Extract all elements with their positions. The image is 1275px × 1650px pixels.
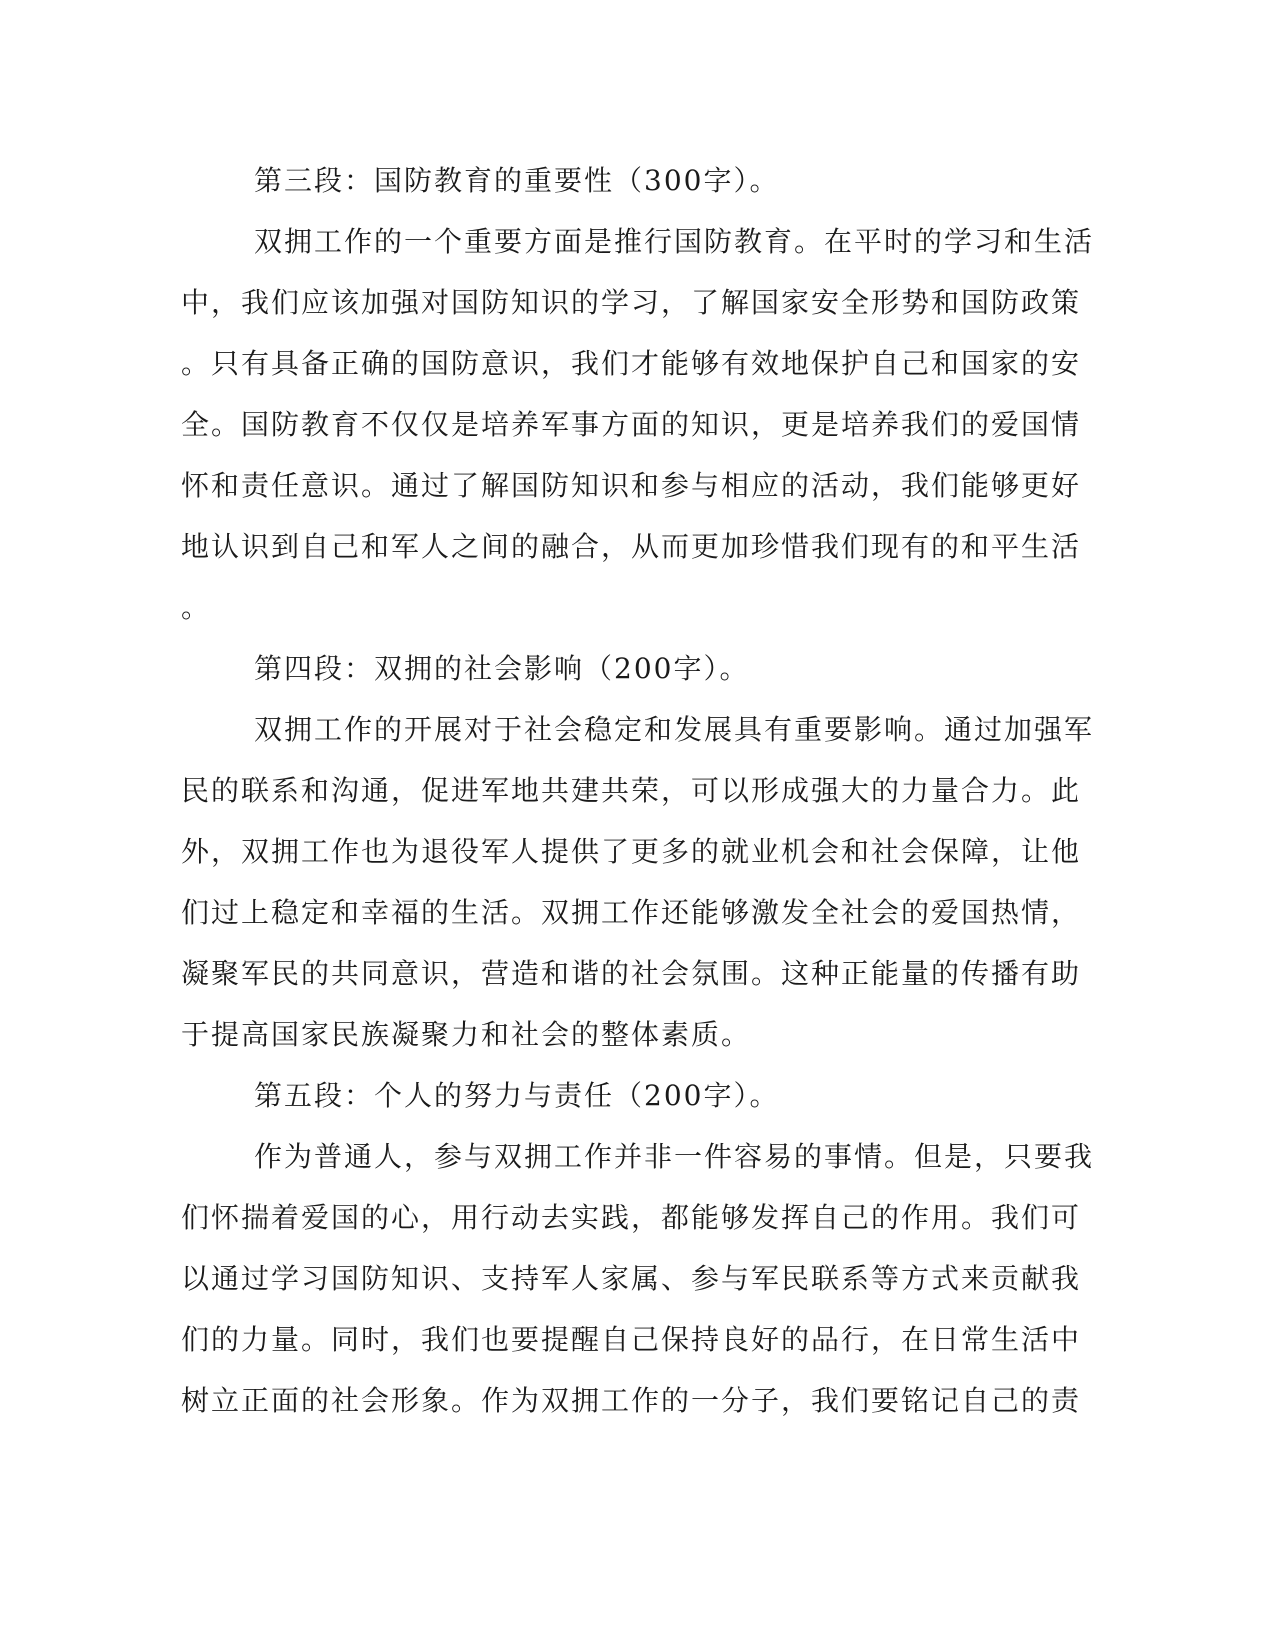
section-heading-5 [181, 1065, 1041, 1126]
text-line: 。只有具备正确的国防意识，我们才能够有效地保护自己和国家的安 [181, 347, 1082, 380]
document-body [181, 150, 1095, 1431]
section-heading-3 [181, 150, 1041, 211]
text-line: 双拥工作的开展对于社会稳定和发展具有重要影响。通过加强军 [254, 713, 1095, 746]
text-line: 于提高国家民族凝聚力和社会的整体素质。 [181, 1018, 752, 1051]
paragraph-5 [181, 1126, 1095, 1431]
text-line: 第三段：国防教育的重要性（300字）。 [254, 164, 780, 197]
text-line: 。 [181, 591, 212, 624]
paragraph-3 [181, 211, 1095, 638]
text-line: 们的力量。同时，我们也要提醒自己保持良好的品行，在日常生活中 [181, 1323, 1082, 1356]
text-line: 地认识到自己和军人之间的融合，从而更加珍惜我们现有的和平生活 [181, 530, 1082, 563]
text-line: 全。国防教育不仅仅是培养军事方面的知识，更是培养我们的爱国情 [181, 408, 1082, 441]
paragraph-4 [181, 699, 1095, 1065]
text-line: 作为普通人，参与双拥工作并非一件容易的事情。但是，只要我 [254, 1140, 1095, 1173]
text-line: 凝聚军民的共同意识，营造和谐的社会氛围。这种正能量的传播有助 [181, 957, 1082, 990]
text-line: 第五段：个人的努力与责任（200字）。 [254, 1079, 780, 1112]
text-line: 怀和责任意识。通过了解国防知识和参与相应的活动，我们能够更好 [181, 469, 1082, 502]
text-line: 中，我们应该加强对国防知识的学习，了解国家安全形势和国防政策 [181, 286, 1082, 319]
text-line: 们怀揣着爱国的心，用行动去实践，都能够发挥自己的作用。我们可 [181, 1201, 1082, 1234]
text-line: 们过上稳定和幸福的生活。双拥工作还能够激发全社会的爱国热情， [181, 896, 1082, 929]
section-heading-4 [181, 638, 1041, 699]
text-line: 第四段：双拥的社会影响（200字）。 [254, 652, 750, 685]
text-line: 树立正面的社会形象。作为双拥工作的一分子，我们要铭记自己的责 [181, 1384, 1082, 1417]
text-line: 外，双拥工作也为退役军人提供了更多的就业机会和社会保障，让他 [181, 835, 1082, 868]
text-line: 双拥工作的一个重要方面是推行国防教育。在平时的学习和生活 [254, 225, 1095, 258]
text-line: 以通过学习国防知识、支持军人家属、参与军民联系等方式来贡献我 [181, 1262, 1082, 1295]
text-line: 民的联系和沟通，促进军地共建共荣，可以形成强大的力量合力。此 [181, 774, 1082, 807]
